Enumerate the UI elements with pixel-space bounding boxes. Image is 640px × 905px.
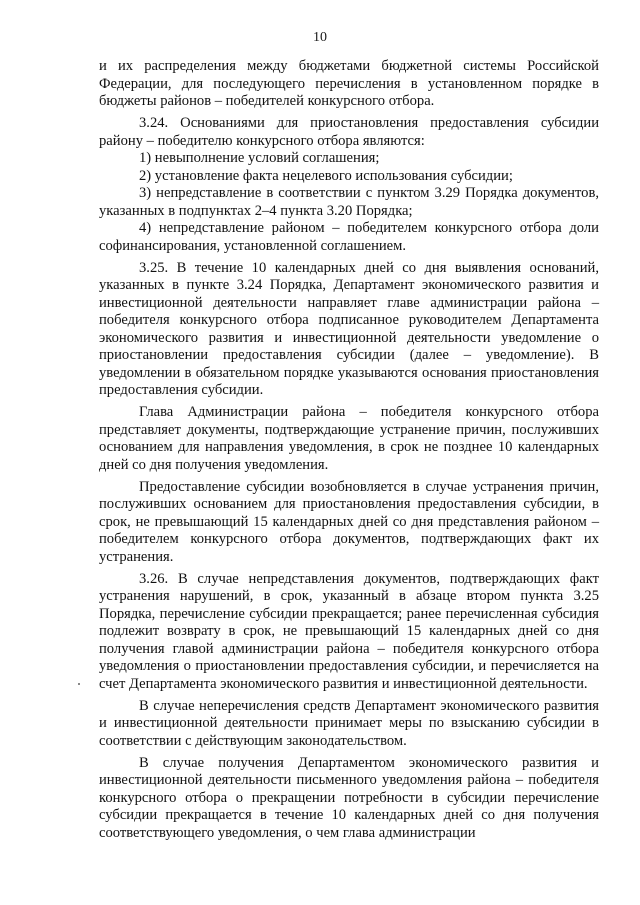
list-item-2: 2) установление факта нецелевого использования субсидии;	[139, 167, 513, 184]
paragraph-3-26: 3.26. В случае непредставления документов, подтверждающих факт устранения нарушений, в срок, указанный в абзаце втором пункта 3.25 Порядка, перечисление субсидии прекращается; ранее перечисленная субсидия подлежит возврату в срок, не превышающий 15 календарных дней со дня получения главой администрации района – победителя конкурсного отбора уведомления о приостановлении предоставления субсидии, и перечисляется на счет Департамента экономического развития и инвестиционной деятельности.	[99, 570, 599, 692]
paragraph-termination: В случае получения Департаментом экономического развития и инвестиционной деятельности письменного уведомления района – победителя конкурсного отбора о прекращении потребности в субсидии перечисление субсидии прекращается в течение 10 календарных дней со дня получения соответствующего уведомления, о чем глава администрации	[99, 754, 599, 841]
paragraph-continuation: и их распределения между бюджетами бюджетной системы Российской Федерации, для последующего перечисления в установленном порядке в бюджеты районов – победителей конкурсного отбора.	[99, 58, 599, 109]
paragraph-resumption: Предоставление субсидии возобновляется в случае устранения причин, послуживших основанием для приостановления предоставления субсидии, в срок, не превышающий 15 календарных дней со дня представления районом – победителем конкурсного отбора документов, подтверждающих факт их устранения.	[99, 478, 599, 565]
page-number: 10	[313, 30, 327, 45]
paragraph-head-response: Глава Администрации района – победителя конкурсного отбора представляет документы, подтверждающие устранение причин, послуживших основанием для направления уведомления, в срок не позднее 10 календарных дней со дня получения уведомления.	[99, 404, 599, 473]
scan-artifact	[78, 683, 80, 685]
paragraph-recovery: В случае неперечисления средств Департамент экономического развития и инвестиционной деятельности принимает меры по взысканию субсидии в соответствии с действующим законодательством.	[99, 697, 599, 749]
paragraph-3-25: 3.25. В течение 10 календарных дней со дня выявления оснований, указанных в пункте 3.24 Порядка, Департамент экономического развития и инвестиционной деятельности направляет главе администрации района – победителя конкурсного отбора подписанное руководителем Департамента экономического развития и инвестиционной деятельности уведомление о приостановлении предоставления субсидии (далее – уведомление). В уведомлении в обязательном порядке указываются основания приостановления предоставления субсидии.	[99, 259, 599, 398]
document-body	[99, 58, 599, 847]
paragraph-3-24: 3.24. Основаниями для приостановления предоставления субсидии району – победителю конкурсного отбора являются:	[99, 115, 599, 149]
list-item-1: 1) невыполнение условий соглашения;	[139, 150, 380, 166]
list-item-3: 3) непредставление в соответствии с пунктом 3.29 Порядка документов, указанных в подпунктах 2–4 пункта 3.20 Порядка;	[99, 185, 599, 219]
list-item-4: 4) непредставление районом – победителем конкурсного отбора доли софинансирования, установленной соглашением.	[99, 220, 599, 254]
